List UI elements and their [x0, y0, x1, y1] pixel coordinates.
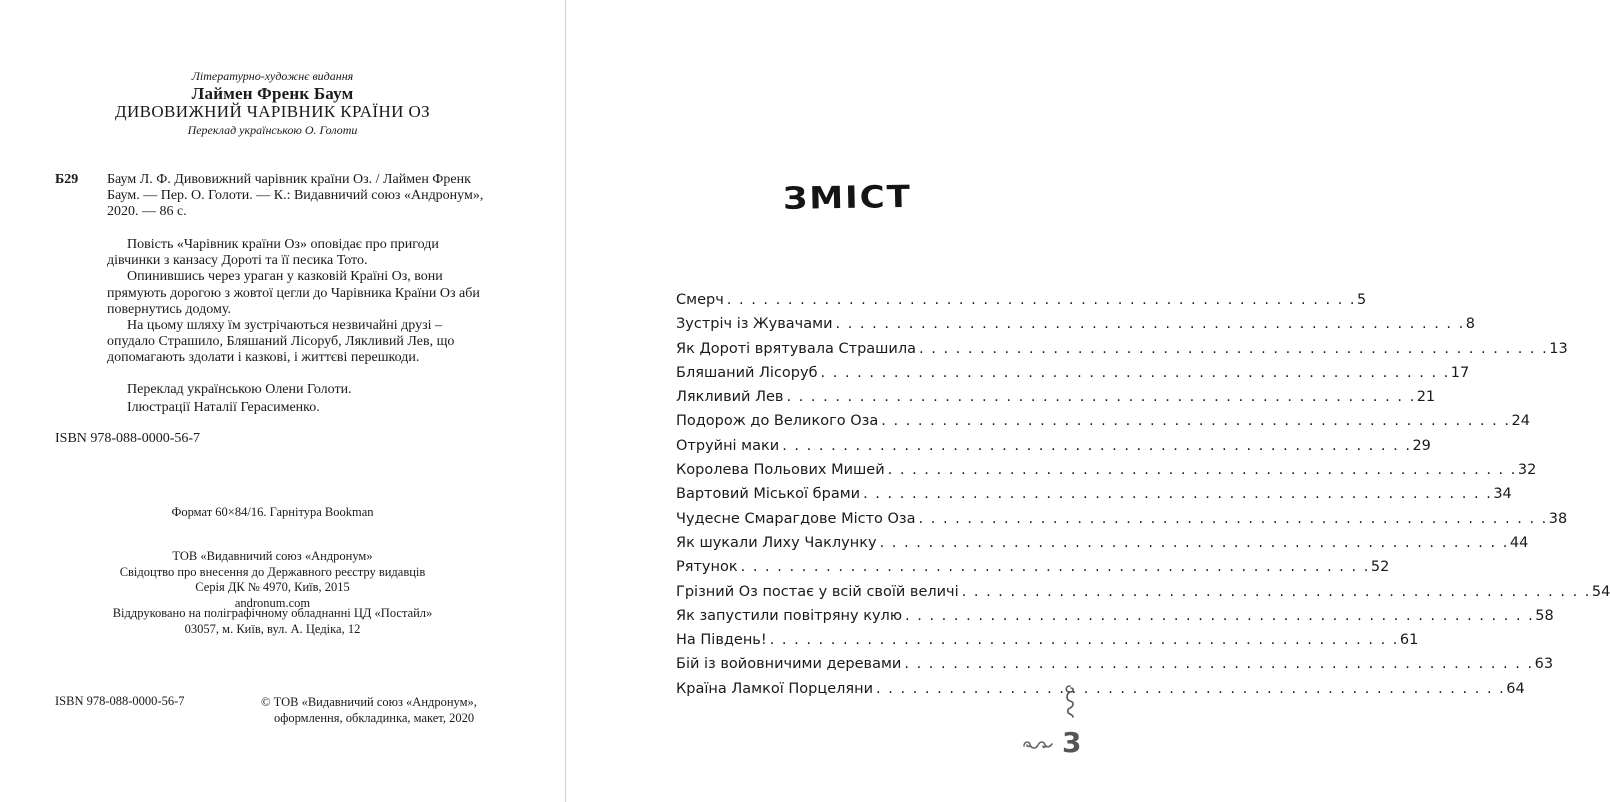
- toc-entry: [676, 413, 1530, 437]
- toc-entry-page: 5: [1357, 292, 1367, 308]
- toc-entry-page: 64: [1506, 680, 1525, 697]
- toc-leader-dots: . . . . . . . . . . . . . . . . . . . . . . . . . . . . . . . . . . . . . . . . . . . . . . . . . . . .: [863, 486, 1493, 503]
- toc-leader-dots: . . . . . . . . . . . . . . . . . . . . . . . . . . . . . . . . . . . . . . . . . . . . . . . . . . . .: [919, 340, 1549, 357]
- swirl-ornament-icon: [1022, 736, 1054, 752]
- toc-entry-page: 24: [1511, 413, 1530, 430]
- toc-entry-title: Рятунок: [676, 559, 738, 576]
- toc-entry: [676, 510, 1568, 535]
- credits: [107, 381, 487, 417]
- udc-code: Б29: [55, 172, 79, 187]
- imprint-label: Літературно-художнє видання: [191, 69, 354, 83]
- page-number: 3: [1062, 726, 1082, 759]
- copyright-line: © ТОВ «Видавничий союз «Андронум»,: [261, 695, 477, 709]
- toc-entry: [676, 364, 1470, 389]
- publisher-info: [0, 549, 545, 611]
- abstract-paragraph: Опинившись через ураган у казковій Країні Оз, вони прямують дорогою з жовтої цегли до Чарівника Країни Оз аби повернутись додому.: [107, 269, 480, 317]
- copyright-line: оформлення, обкладинка, макет, 2020: [274, 711, 475, 725]
- toc-entry-title: Лякливий Лев: [676, 389, 784, 406]
- toc-leader-dots: . . . . . . . . . . . . . . . . . . . . . . . . . . . . . . . . . . . . . . . . . . . . . . . . . . . .: [786, 389, 1416, 406]
- right-page: [566, 0, 1610, 802]
- toc-entry: [676, 462, 1537, 486]
- abstract-paragraph: Повість «Чарівник країни Оз» оповідає про пригоди дівчинки з канзасу Дороті та її песика Тото.: [107, 237, 439, 269]
- toc-entry-page: 52: [1370, 559, 1390, 576]
- toc-leader-dots: . . . . . . . . . . . . . . . . . . . . . . . . . . . . . . . . . . . . . . . . . . . . . . . . . . . .: [905, 607, 1535, 624]
- publisher-website: andronum.com: [234, 595, 311, 610]
- toc-entry: [676, 389, 1436, 413]
- abstract-paragraph: На цьому шляху їм зустрічаються незвичайні друзі – опудало Страшило, Бляшаний Лісоруб, Лякливий Лев, що допомагають здолати і казкові, і життєві перешкоди.: [107, 318, 455, 366]
- toc-heading: ЗМІСТ: [782, 178, 913, 218]
- toc-leader-dots: . . . . . . . . . . . . . . . . . . . . . . . . . . . . . . . . . . . . . . . . . . . . . . . . . . . .: [918, 510, 1548, 527]
- toc-leader-dots: . . . . . . . . . . . . . . . . . . . . . . . . . . . . . . . . . . . . . . . . . . . . . . . . . . . .: [726, 292, 1357, 308]
- toc-entry: [676, 316, 1475, 340]
- toc-leader-dots: . . . . . . . . . . . . . . . . . . . . . . . . . . . . . . . . . . . . . . . . . . . . . . . . . . . .: [961, 583, 1591, 600]
- bibliographic-record: Баум Л. Ф. Дивовижний чарівник країни Оз. / Лаймен Френк Баум. — Пер. О. Голоти. — К.: Видавничий союз «Андронум», 2020. — 86 с.: [107, 172, 484, 219]
- toc-entry-page: 44: [1509, 534, 1529, 551]
- toc-entry-title: Як Дороті врятувала Страшила: [676, 340, 917, 357]
- publisher-line: ТОВ «Видавничий союз «Андронум»: [172, 549, 373, 563]
- printing-address: 03057, м. Київ, вул. А. Цедіка, 12: [184, 621, 361, 636]
- translation-credit: Переклад українською Олени Голоти.: [127, 382, 352, 397]
- toc-leader-dots: . . . . . . . . . . . . . . . . . . . . . . . . . . . . . . . . . . . . . . . . . . . . . . . . . . . .: [881, 413, 1511, 430]
- toc-entry-title: Подорож до Великого Оза: [676, 413, 879, 430]
- toc-entry: [676, 583, 1610, 608]
- toc-leader-dots: . . . . . . . . . . . . . . . . . . . . . . . . . . . . . . . . . . . . . . . . . . . . . . . . . . . .: [904, 656, 1534, 673]
- toc-entry-title: Чудесне Смарагдове Місто Оза: [676, 510, 916, 527]
- toc-leader-dots: . . . . . . . . . . . . . . . . . . . . . . . . . . . . . . . . . . . . . . . . . . . . . . . . . . . .: [835, 316, 1465, 333]
- toc-entry-title: Як шукали Лиху Чаклунку: [676, 534, 877, 551]
- toc-leader-dots: . . . . . . . . . . . . . . . . . . . . . . . . . . . . . . . . . . . . . . . . . . . . . . . . . . . .: [876, 680, 1506, 697]
- author-name: Лаймен Френк Баум: [191, 84, 354, 103]
- toc-entry: [676, 486, 1512, 510]
- toc-entry: [676, 559, 1390, 583]
- toc-entry-title: Отруйні маки: [676, 437, 780, 454]
- toc-entry: [676, 656, 1554, 680]
- table-of-contents: [676, 292, 1610, 705]
- publisher-line: Свідоцтво про внесення до Державного реєстру видавців: [119, 564, 426, 579]
- toc-entry-page: 58: [1535, 607, 1554, 624]
- publisher-line: Серія ДК № 4970, Київ, 2015: [195, 580, 350, 594]
- toc-entry: [676, 437, 1431, 462]
- toc-entry-page: 8: [1465, 316, 1475, 333]
- isbn-footer: ISBN 978-088-0000-56-7: [55, 694, 185, 708]
- printing-line: Віддруковано на поліграфічному обладнанні ЦД «Постайл»: [112, 606, 433, 620]
- left-page: [0, 0, 565, 802]
- book-title: ДИВОВИЖНИЙ ЧАРІВНИК КРАЇНИ ОЗ: [114, 102, 431, 121]
- toc-entry: [676, 680, 1525, 705]
- toc-entry-title: Смерч: [676, 292, 724, 308]
- toc-entry-page: 38: [1548, 510, 1568, 527]
- toc-entry-title: Бій із войовничими деревами: [676, 656, 902, 673]
- toc-entry-page: 29: [1412, 437, 1431, 454]
- toc-entry-page: 13: [1549, 340, 1568, 357]
- toc-entry-page: 61: [1399, 632, 1419, 649]
- toc-entry-title: Грізний Оз постає у всій своїй величі: [676, 583, 959, 600]
- toc-entry: [676, 607, 1554, 632]
- printing-info: [0, 606, 545, 637]
- toc-leader-dots: . . . . . . . . . . . . . . . . . . . . . . . . . . . . . . . . . . . . . . . . . . . . . . . . . . . .: [887, 462, 1517, 479]
- toc-leader-dots: . . . . . . . . . . . . . . . . . . . . . . . . . . . . . . . . . . . . . . . . . . . . . . . . . . . .: [879, 534, 1509, 551]
- toc-entry-page: 54: [1591, 583, 1610, 600]
- toc-entry: [676, 292, 1367, 316]
- toc-entry-page: 34: [1493, 486, 1512, 503]
- toc-entry-page: 17: [1450, 364, 1470, 381]
- toc-entry: [676, 632, 1419, 656]
- isbn: ISBN 978-088-0000-56-7: [55, 431, 201, 446]
- toc-leader-dots: . . . . . . . . . . . . . . . . . . . . . . . . . . . . . . . . . . . . . . . . . . . . . . . . . . . .: [820, 364, 1450, 381]
- abstract: [107, 237, 492, 367]
- toc-entry-title: Країна Ламкої Порцеляни: [676, 680, 874, 697]
- curl-ornament-icon: [1062, 684, 1078, 718]
- toc-entry-title: Зустріч із Жувачами: [676, 316, 833, 333]
- toc-leader-dots: . . . . . . . . . . . . . . . . . . . . . . . . . . . . . . . . . . . . . . . . . . . . . . . . . . . .: [769, 632, 1399, 649]
- illustration-credit: Ілюстрації Наталії Герасименко.: [127, 400, 320, 415]
- toc-entry-title: Королева Польових Мишей: [676, 462, 885, 479]
- translation-note: Переклад українською О. Голоти: [187, 123, 358, 137]
- toc-leader-dots: . . . . . . . . . . . . . . . . . . . . . . . . . . . . . . . . . . . . . . . . . . . . . . . . . . . .: [740, 559, 1370, 576]
- toc-entry-title: Бляшаний Лісоруб: [676, 364, 818, 381]
- copyright: [261, 694, 477, 726]
- toc-entry-title: Вартовий Міської брами: [676, 486, 861, 503]
- format-line: Формат 60×84/16. Гарнітура Bookman: [171, 505, 374, 519]
- toc-entry-title: Як запустили повітряну кулю: [676, 607, 903, 624]
- toc-leader-dots: . . . . . . . . . . . . . . . . . . . . . . . . . . . . . . . . . . . . . . . . . . . . . . . . . . . .: [782, 437, 1412, 454]
- toc-entry: [676, 534, 1529, 559]
- toc-entry-title: На Південь!: [676, 632, 767, 649]
- toc-entry: [676, 340, 1568, 365]
- toc-entry-page: 32: [1517, 462, 1537, 479]
- toc-entry-page: 63: [1534, 656, 1554, 673]
- toc-entry-page: 21: [1416, 389, 1436, 406]
